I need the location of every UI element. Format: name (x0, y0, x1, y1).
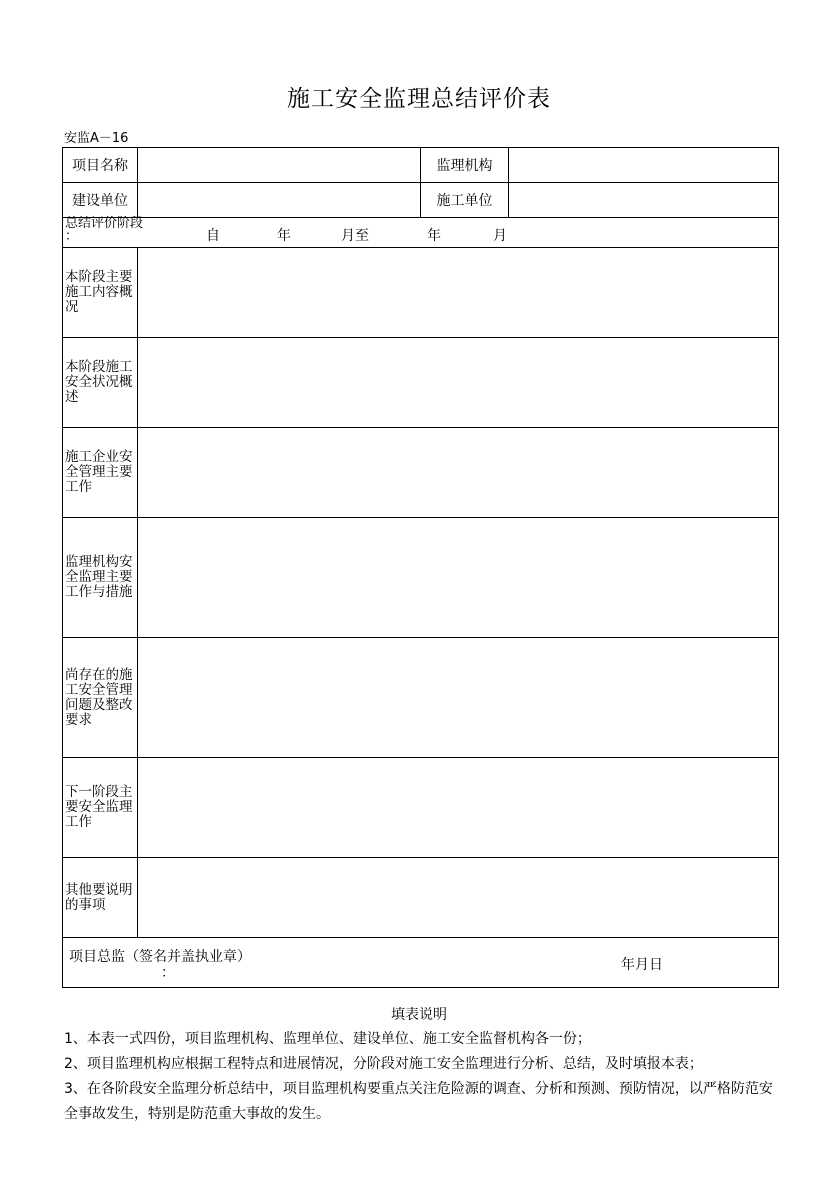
evaluation-form-table (62, 147, 779, 988)
signature-colon: ： (161, 965, 175, 981)
section-field-construction-overview[interactable] (138, 248, 779, 338)
period-month-end: 月 (493, 228, 507, 244)
builder-unit-field[interactable] (509, 183, 779, 218)
construction-unit-field[interactable] (138, 183, 421, 218)
row-signature (63, 938, 779, 988)
section-label-safety-status: 本阶段施工安全状况概述 (63, 338, 138, 428)
evaluation-period-label: 总结评价阶段 ： (65, 216, 144, 244)
evaluation-period-cell[interactable] (63, 218, 779, 248)
chief-supervisor-signature-label: 项目总监（签名并盖执业章） (69, 949, 251, 965)
section-field-existing-problems[interactable] (138, 638, 779, 758)
section-label-other-matters: 其他要说明的事项 (63, 858, 138, 938)
note-item-3: 3、在各阶段安全监理分析总结中，项目监理机构要重点关注危险源的调查、分析和预测、预防情况，以严格防范安全事故发生，特别是防范重大事故的发生。 (64, 1081, 773, 1122)
form-code: 安监A－16 (64, 131, 129, 146)
supervision-org-field[interactable] (509, 148, 779, 183)
section-field-safety-status[interactable] (138, 338, 779, 428)
row-section-2 (63, 338, 779, 428)
section-label-next-stage-work: 下一阶段主要安全监理工作 (63, 758, 138, 858)
row-evaluation-period (63, 218, 779, 248)
period-year-end: 年 (427, 228, 441, 244)
project-name-field[interactable] (138, 148, 421, 183)
row-section-6 (63, 758, 779, 858)
period-year-start: 年 (277, 228, 291, 244)
section-field-other-matters[interactable] (138, 858, 779, 938)
project-name-label: 项目名称 (63, 148, 138, 183)
construction-unit-label: 建设单位 (63, 183, 138, 218)
builder-unit-label: 施工单位 (421, 183, 509, 218)
section-label-supervision-measures: 监理机构安全监理主要工作与措施 (63, 518, 138, 638)
row-project-name (63, 148, 779, 183)
section-field-enterprise-work[interactable] (138, 428, 779, 518)
note-item-1: 1、本表一式四份，项目监理机构、监理单位、建设单位、施工安全监督机构各一份； (64, 1031, 591, 1047)
form-title: 施工安全监理总结评价表 (287, 86, 551, 112)
notes-list (64, 1027, 784, 1127)
supervision-org-label: 监理机构 (421, 148, 509, 183)
row-section-4 (63, 518, 779, 638)
section-field-supervision-measures[interactable] (138, 518, 779, 638)
row-section-1 (63, 248, 779, 338)
period-from-text: 自 (206, 228, 220, 244)
row-section-7 (63, 858, 779, 938)
section-label-enterprise-work: 施工企业安全管理主要工作 (63, 428, 138, 518)
signature-date: 年月日 (621, 957, 663, 973)
row-construction-unit (63, 183, 779, 218)
section-label-construction-overview: 本阶段主要施工内容概况 (63, 248, 138, 338)
note-item-2: 2、项目监理机构应根据工程特点和进展情况，分阶段对施工安全监理进行分析、总结，及时填报本表； (64, 1056, 703, 1072)
period-month-to: 月至 (341, 228, 369, 244)
row-section-3 (63, 428, 779, 518)
signature-cell[interactable] (63, 938, 779, 988)
section-field-next-stage-work[interactable] (138, 758, 779, 858)
section-label-existing-problems: 尚存在的施工安全管理问题及整改要求 (63, 638, 138, 758)
row-section-5 (63, 638, 779, 758)
notes-title: 填表说明 (391, 1007, 447, 1023)
